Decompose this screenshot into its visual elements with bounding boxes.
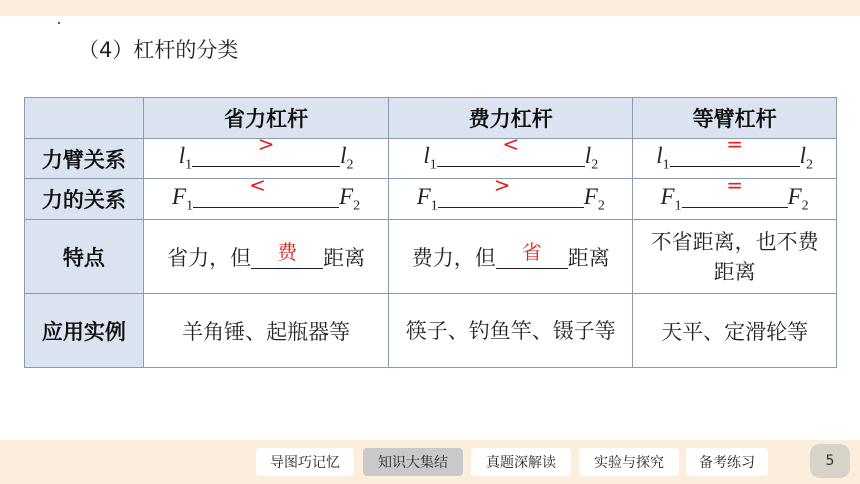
table-row-force bbox=[25, 179, 837, 220]
corner-dot bbox=[58, 22, 60, 24]
cell-feature-costing: 费力，但 省 距离 bbox=[389, 220, 633, 294]
header-corner bbox=[25, 98, 144, 139]
nav-tab-mindmap[interactable]: 导图巧记忆 bbox=[256, 448, 354, 476]
header-force-saving: 省力杠杆 bbox=[143, 98, 389, 139]
answer-text: 省 bbox=[521, 239, 542, 264]
answer-blank[interactable] bbox=[496, 239, 568, 269]
answer-text: 费 bbox=[277, 239, 298, 264]
answer-text: > bbox=[493, 172, 511, 197]
row-label-feature: 特点 bbox=[25, 220, 144, 294]
cell-force-saving: $F_1$ < $F_2$ bbox=[143, 179, 389, 220]
cell-examples-costing: 筷子、钓鱼竿、镊子等 bbox=[389, 294, 633, 368]
row-label-arm: 力臂关系 bbox=[25, 139, 144, 179]
answer-text: < bbox=[249, 172, 266, 197]
cell-arm-costing: $l_1$ < $l_2$ bbox=[389, 139, 633, 179]
cell-force-equal: $F_1$ = $F_2$ bbox=[633, 179, 837, 220]
nav-tab-knowledge[interactable]: 知识大集结 bbox=[363, 448, 463, 476]
answer-text: < bbox=[502, 132, 520, 157]
header-equal-arm: 等臂杠杆 bbox=[633, 98, 837, 139]
answer-text: = bbox=[726, 172, 743, 197]
section-title: （4）杠杆的分类 bbox=[78, 38, 239, 62]
row-label-force: 力的关系 bbox=[25, 179, 144, 220]
nav-tab-practice[interactable]: 备考练习 bbox=[686, 448, 768, 476]
cell-arm-equal: $l_1$ = $l_2$ bbox=[633, 139, 837, 179]
answer-text: = bbox=[726, 132, 743, 157]
nav-tab-exam-analysis[interactable]: 真题深解读 bbox=[471, 448, 571, 476]
header-force-costing: 费力杠杆 bbox=[389, 98, 633, 139]
table-row-examples bbox=[25, 294, 837, 368]
nav-tab-experiment[interactable]: 实验与探究 bbox=[579, 448, 679, 476]
answer-text: > bbox=[257, 132, 275, 157]
row-label-examples: 应用实例 bbox=[25, 294, 144, 368]
cell-examples-equal: 天平、定滑轮等 bbox=[633, 294, 837, 368]
answer-blank[interactable] bbox=[251, 239, 323, 269]
cell-examples-saving: 羊角锤、起瓶器等 bbox=[143, 294, 389, 368]
top-decor-bar bbox=[0, 0, 860, 16]
cell-force-costing: $F_1$ > $F_2$ bbox=[389, 179, 633, 220]
table-row-feature bbox=[25, 220, 837, 294]
page-number: 5 bbox=[810, 444, 850, 478]
cell-arm-saving: $l_1$ > $l_2$ bbox=[143, 139, 389, 179]
cell-feature-saving: 省力，但 费 距离 bbox=[143, 220, 389, 294]
cell-feature-equal: 不省距离，也不费距离 bbox=[633, 220, 837, 294]
lever-classification-table bbox=[24, 97, 837, 368]
